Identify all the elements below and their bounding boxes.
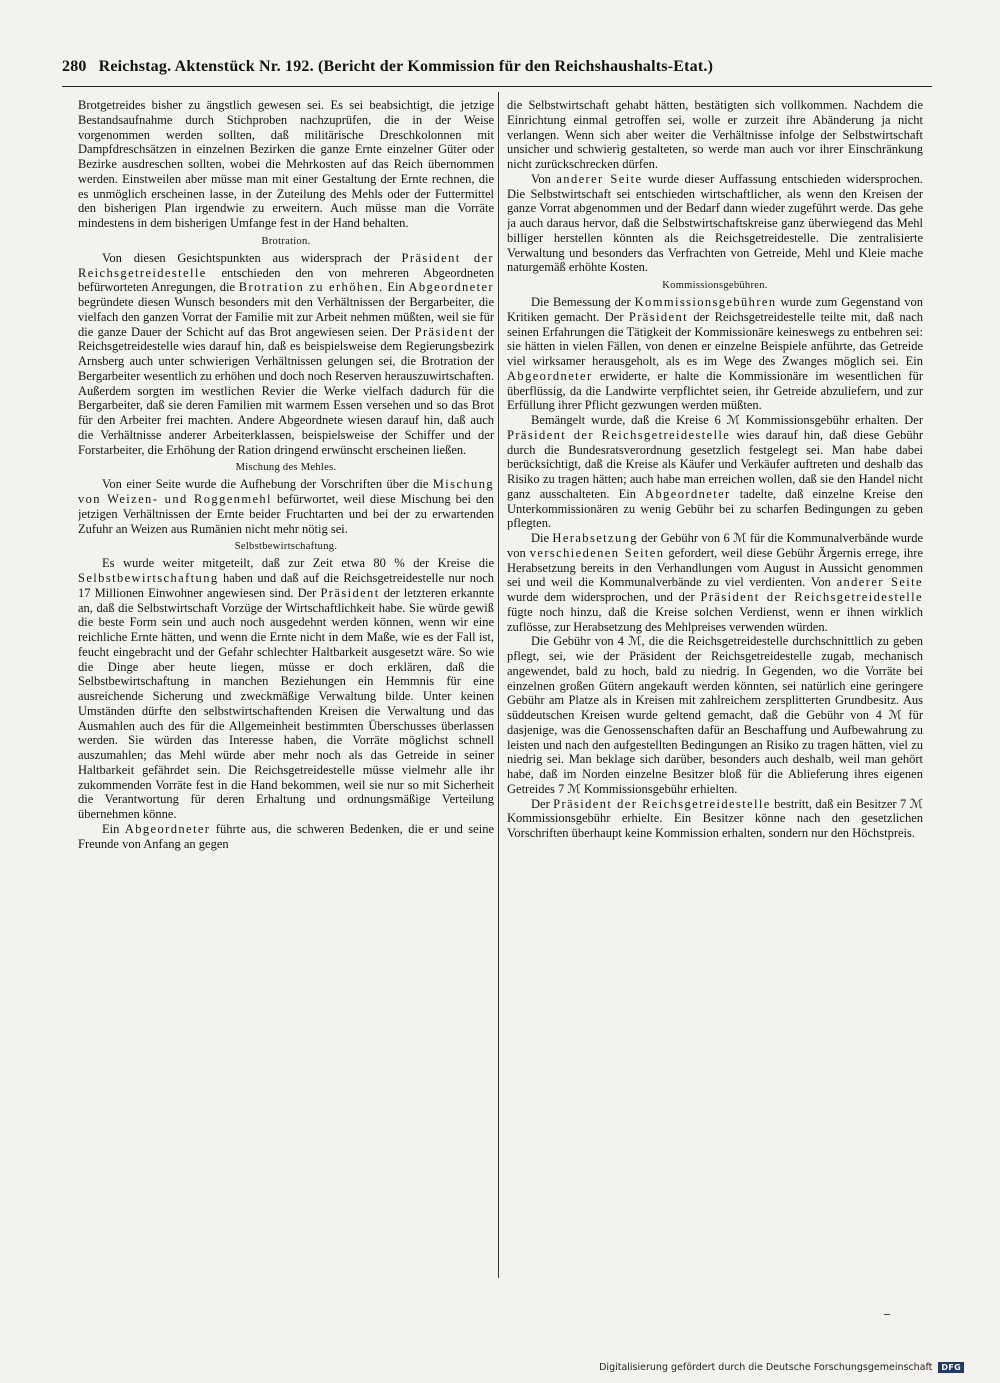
paragraph: Von diesen Gesichtspunkten aus widersprach der Präsident der Reichsgetreidestelle entschieden den von mehreren Abgeordneten befürworteten Anregungen, die Brotration zu erhöhen. Ein Abgeordneter begründete diesen Wunsch besonders mit den Verhältnissen der Bergarbeiter, die vielfach den ganzen Vorrat der Familie mit zur Arbeit nehmen müßten, weil sie für die ganze Dauer der Schicht auf das Brot angewiesen seien. Der Präsident der Reichsgetreidestelle wies darauf hin, daß es beispielsweise dem Regierungsbezirk Arnsberg auch unter schwierigen Verhältnissen gelungen sei, die Brotration der Bergarbeiter wesentlich zu erhöhen und doch noch Reserven herauszuwirtschaften. Außerdem sorgten im westlichen Revier die Werke vielfach dadurch für die Bergarbeiter, daß sie deren Familien mit warmem Essen versehen und so das Brot für den Arbeiter frei machten. Andere Abgeordnete wiesen darauf hin, daß auch die Verhältnisse anderer Arbeiterklassen, beispielsweise der Schiffer und der Forstarbeiter, die Erhöhung der Ration dringend erwünscht erscheinen ließen.	[78, 250, 494, 457]
paragraph: Von anderer Seite wurde dieser Auffassung entschieden widersprochen. Die Selbstwirtschaft sei entschieden wirtschaftlicher, als wenn den Kreisen der ganze Vorrat abgenommen und der Bedarf dann wieder zugeführt werde. Das gehe ja auch daraus hervor, daß die Selbstwirtschaftskreise ganz überwiegend das Mehl billiger herstellen könnten als die Reichsgetreidestelle. Die zentralisierte Verwaltung und besonders das Verfrachten von Getreide, Mehl und Kleie mache naturgemäß erhöhte Kosten.	[507, 171, 923, 275]
paragraph: Ein Abgeordneter führte aus, die schweren Bedenken, die er und seine Freunde von Anfang an gegen	[78, 821, 494, 851]
section-heading: Selbstbewirtschaftung.	[234, 541, 338, 553]
section-heading: Mischung des Mehles.	[235, 462, 337, 474]
paragraph: Es wurde weiter mitgeteilt, daß zur Zeit etwa 80 % der Kreise die Selbstbewirtschaftung haben und daß auf die Reichsgetreidestelle nur noch 17 Millionen Einwohner angewiesen sind. Der Präsident der letzteren erkannte an, daß die Selbstwirtschaft Vorzüge der Wirtschaftlichkeit habe. Sie würde gewiß die beste Form sein und auch noch ausgedehnt werden können, wenn wir eine reichliche Ernte hätten, und wenn die Ernte nicht in dem Maße, wie es der Fall ist, feucht eingebracht und der Gefahr schlechter Haltbarkeit ausgesetzt wäre. So wie die Dinge aber heute liegen, müsse er doch erklären, daß die Selbstbewirtschaftung in manchen Beziehungen ein Hemmnis für eine ausreichende Sicherung und zweckmäßige Verwaltung bilde. Unter keinen Umständen dürfte den selbstwirtschaftenden Kreisen die Verwaltung und das Ausmahlen auch des für die Allgemeinheit bestimmten Überschusses überlassen werden. Sie würden das Interesse haben, die Vorräte möglichst schnell auszumahlen; das Mehl würde aber mehr noch als das Getreide in seiner Haltbarkeit gefährdet sein. Die Reichsgetreidestelle müsse vielmehr alle ihr zukommenden Vorräte fest in die Hand bekommen, weil sie nur so mit Sicherheit die Verantwortung für deren Erhaltung und ordnungsmäßige Verteilung übernehmen könne.	[78, 556, 494, 821]
page-header	[62, 58, 934, 88]
paragraph: die Selbstwirtschaft gehabt hätten, bestätigten sich vollkommen. Nachdem die Einrichtung einmal getroffen sei, wolle er zurzeit ihre Abänderung ja nicht verlangen. Wenn sich aber weiter die Verhältnisse infolge der Selbstwirtschaft unsicher und schwierig gestalteten, so werde man auch vor ihrer Einschränkung nicht zurückschrecken dürfen.	[507, 98, 923, 171]
paragraph: Bemängelt wurde, daß die Kreise 6 ℳ Kommissionsgebühr erhalten. Der Präsident der Reichsgetreidestelle wies darauf hin, daß diese Gebühr durch die Bundesratsverordnung gesetzlich festgelegt sei. Man habe dabei berücksichtigt, daß die Kreise als Käufer und Verkäufer auftreten und deshalb das Risiko zu tragen hätten; auch habe man erreichen wollen, daß sie den Handel nicht ganz ausschalteten. Ein Abgeordneter tadelte, daß einzelne Kreise den Unterkommissionären zu wenig Gebühr bei zu scharfen Bedingungen zu geben pflegten.	[507, 413, 923, 531]
section-heading: Kommissionsgebühren.	[662, 280, 768, 291]
column-divider	[498, 92, 499, 1278]
margin-mark	[884, 1314, 890, 1315]
section-heading: Brotration.	[261, 235, 311, 247]
running-title: Reichstag. Aktenstück Nr. 192. (Bericht der Kommission für den Reichshaushalts-Etat.)	[98, 58, 714, 75]
paragraph: Der Präsident der Reichsgetreidestelle bestritt, daß ein Besitzer 7 ℳ Kommissionsgebühr erhielte. Ein Besitzer könne nach den gesetzlichen Vorschriften überhaupt keine Kommission erhalten, sondern nur den Höchstpreis.	[507, 796, 923, 840]
page-number: 280	[62, 58, 87, 75]
paragraph: Die Bemessung der Kommissionsgebühren wurde zum Gegenstand von Kritiken gemacht. Der Präsident der Reichsgetreidestelle teilte mit, daß nach seinen Erfahrungen die Tätigkeit der Kommissionäre keineswegs zu entbehren sei: sie hätten in vielen Fällen, von denen er einzelne Beispiele anführte, das Getreide viel wirksamer herausgeholt, als es im Wege des Zwanges möglich sei. Ein Abgeordneter erwiderte, er halte die Kommissionäre im wesentlichen für überflüssig, da die Landwirte verpflichtet seien, ihr Getreide abzuliefern, und zur Erfüllung ihrer Pflicht gezwungen werden müßten.	[507, 295, 923, 413]
footer	[599, 1362, 964, 1373]
right-column	[507, 98, 923, 1278]
paragraph: Die Gebühr von 4 ℳ, die die Reichsgetreidestelle durchschnittlich zu geben pflegt, sei, wie der Präsident der Reichsgetreidestelle zugab, mechanisch angewendet, bald zu hoch, bald zu niedrig. In Gegenden, wo die Vorräte bei einzelnen großen Gütern angekauft werden könnten, sei natürlich eine geringere Gebühr am Platze als in Kreisen mit zahlreichem zersplitterten Grundbesitz. Aus süddeutschen Kreisen wurde geltend gemacht, daß die Gebühr von 4 ℳ für dasjenige, was die Genossenschaften dafür an Beschaffung und Aufbewahrung zu leisten und nach den aufgestellten Bedingungen an Risiko zu tragen hätten, viel zu niedrig sei. Man beklage sich darüber, besonders auch deshalb, weil man gehört habe, daß im Norden einzelne Besitzer bloß für die Ablieferung ihres eigenen Getreides 7 ℳ Kommissionsgebühr erhielten.	[507, 634, 923, 796]
footer-credit: Digitalisierung gefördert durch die Deutsche Forschungsgemeinschaft	[599, 1362, 933, 1373]
paragraph: Die Herabsetzung der Gebühr von 6 ℳ für die Kommunalverbände wurde von verschiedenen Seiten gefordert, weil diese Gebühr Ärgernis errege, ihre Herabsetzung bereits in den Verhandlungen vom August in Aussicht genommen sei und weil die Kommunalverbände zu viel verdienten. Von anderer Seite wurde dem widersprochen, und der Präsident der Reichsgetreidestelle fügte noch hinzu, daß die Kreise solchen Verdienst, wenn er ihnen wirklich zuflösse, zur Herabsetzung des Mehlpreises verwenden würden.	[507, 531, 923, 634]
paragraph: Von einer Seite wurde die Aufhebung der Vorschriften über die Mischung von Weizen- und Roggenmehl befürwortet, weil diese Mischung bei den jetzigen Verhältnissen der Ernte beider Fruchtarten und bei der zu erwartenden Zufuhr an Weizen aus Rumänien nicht mehr nötig sei.	[78, 477, 494, 536]
left-column	[78, 98, 494, 1278]
paragraph: Brotgetreides bisher zu ängstlich gewesen sei. Es sei beabsichtigt, die jetzige Bestandsaufnahme durch Stichproben nachzuprüfen, die in der Weise vorgenommen werden sollten, daß militärische Dreschkolonnen mit Dampfdreschsätzen in einzelnen Bezirken die ganze Ernte einzelner Güter oder Bezirke ausdreschen sollten, wobei die Mehrkosten auf das Reich übernommen werden. Einstweilen aber müsse man mit einer Gestaltung der Ernte rechnen, die es unmöglich erscheinen lasse, in der Zuteilung des Mehls oder der Futtermittel den bisherigen Plan irgendwie zu erweitern. Auch müsse man die Vorräte mindestens in dem bisherigen Umfange fest in der Hand behalten.	[78, 98, 494, 230]
dfg-logo-icon: DFG	[938, 1362, 964, 1373]
header-rule	[62, 86, 932, 87]
